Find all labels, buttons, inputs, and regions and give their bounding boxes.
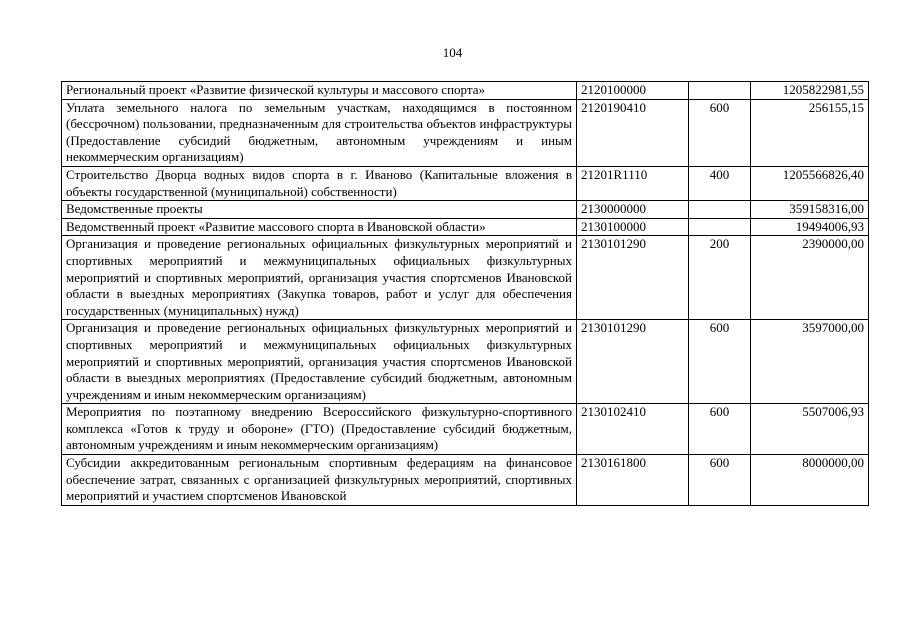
row-sum-cell: 256155,15 [751, 99, 869, 166]
row-name-cell: Мероприятия по поэтапному внедрению Всероссийского физкультурно-спортивного комплекса «Готов к труду и обороне» (ГТО) (Предоставление субсидий бюджетным, автономным учреждениям и иным некоммерческим организациям) [62, 404, 577, 455]
table-row [62, 201, 869, 219]
row-code-cell: 2130000000 [577, 201, 689, 219]
budget-table [61, 81, 869, 506]
row-code-cell: 2130102410 [577, 404, 689, 455]
row-code-cell: 2120190410 [577, 99, 689, 166]
row-name-cell: Региональный проект «Развитие физической культуры и массового спорта» [62, 82, 577, 100]
row-sum-cell: 2390000,00 [751, 236, 869, 320]
table-row [62, 320, 869, 404]
row-sum-cell: 3597000,00 [751, 320, 869, 404]
row-type-cell: 600 [689, 455, 751, 506]
table-row [62, 218, 869, 236]
row-sum-cell: 5507006,93 [751, 404, 869, 455]
row-type-cell: 400 [689, 166, 751, 200]
row-name-cell: Ведомственные проекты [62, 201, 577, 219]
row-name-cell: Организация и проведение региональных официальных физкультурных мероприятий и спортивных мероприятий и межмуниципальных официальных физкультурных мероприятий и спортивных мероприятий, организация участия спортсменов Ивановской области в выездных мероприятиях (Предоставление субсидий бюджетным, автономным учреждениям и иным некоммерческим организациям) [62, 320, 577, 404]
row-code-cell: 2120100000 [577, 82, 689, 100]
row-code-cell: 2130101290 [577, 320, 689, 404]
table-row [62, 455, 869, 506]
table-row [62, 82, 869, 100]
row-code-cell: 21201R1110 [577, 166, 689, 200]
row-code-cell: 2130101290 [577, 236, 689, 320]
row-code-cell: 2130100000 [577, 218, 689, 236]
table-row [62, 166, 869, 200]
row-type-cell: 600 [689, 404, 751, 455]
row-sum-cell: 8000000,00 [751, 455, 869, 506]
row-name-cell: Организация и проведение региональных официальных физкультурных мероприятий и спортивных мероприятий и межмуниципальных официальных физкультурных мероприятий и спортивных мероприятий, организация участия спортсменов Ивановской области в выездных мероприятиях (Закупка товаров, работ и услуг для обеспечения государственных (муниципальных) нужд) [62, 236, 577, 320]
row-type-cell: 600 [689, 320, 751, 404]
row-name-cell: Ведомственный проект «Развитие массового спорта в Ивановской области» [62, 218, 577, 236]
row-sum-cell: 1205566826,40 [751, 166, 869, 200]
row-sum-cell: 19494006,93 [751, 218, 869, 236]
row-type-cell [689, 82, 751, 100]
row-type-cell [689, 218, 751, 236]
row-name-cell: Субсидии аккредитованным региональным спортивным федерациям на финансовое обеспечение затрат, связанных с организацией физкультурных мероприятий, спортивных мероприятий и участием спортсменов Ивановской [62, 455, 577, 506]
row-type-cell: 600 [689, 99, 751, 166]
row-name-cell: Строительство Дворца водных видов спорта в г. Иваново (Капитальные вложения в объекты государственной (муниципальной) собственности) [62, 166, 577, 200]
table-row [62, 99, 869, 166]
row-code-cell: 2130161800 [577, 455, 689, 506]
row-name-cell: Уплата земельного налога по земельным участкам, находящимся в постоянном (бессрочном) пользовании, предназначенным для строительства объектов инфраструктуры (Предоставление субсидий бюджетным, автономным учреждениям и иным некоммерческим организациям) [62, 99, 577, 166]
table-row [62, 404, 869, 455]
table-row [62, 236, 869, 320]
row-sum-cell: 1205822981,55 [751, 82, 869, 100]
row-type-cell [689, 201, 751, 219]
row-sum-cell: 359158316,00 [751, 201, 869, 219]
page-number: 104 [442, 45, 463, 60]
row-type-cell: 200 [689, 236, 751, 320]
